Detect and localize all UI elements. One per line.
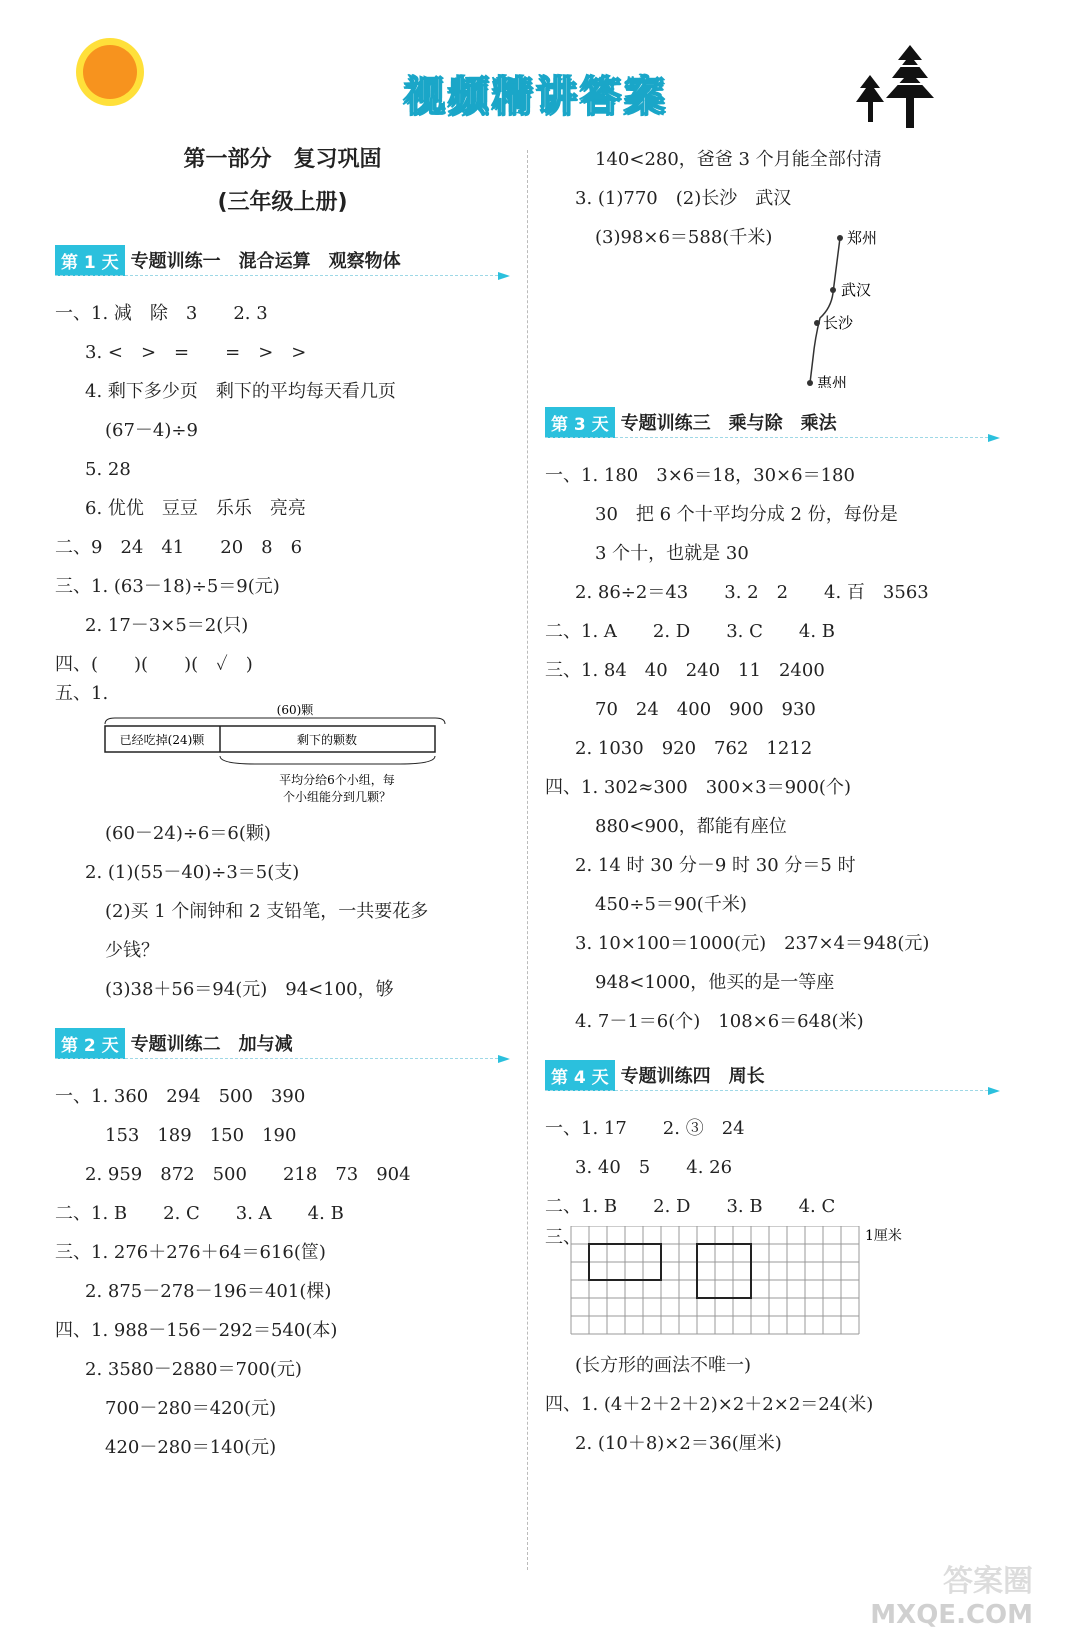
- grid-section-label: 三、: [545, 1227, 581, 1248]
- diagram-total-label: (60)颗: [276, 704, 314, 717]
- answer-line: (3)38＋56＝94(元) 94<100，够: [105, 979, 394, 1000]
- answer-line: (长方形的画法不唯一): [575, 1355, 752, 1376]
- diagram-question-line2: 个小组能分到几颗？: [282, 790, 392, 804]
- answer-line: 一、1. 17 2. ③ 24: [545, 1118, 745, 1139]
- divider-line: [55, 1058, 498, 1059]
- answer-line: 3. 10×100＝1000(元) 237×4＝948(元): [575, 933, 930, 954]
- answer-line: 3. < > = = > >: [85, 342, 307, 363]
- grid-svg: [545, 1226, 1000, 1346]
- banner: [0, 30, 1073, 120]
- answer-line: 140<280，爸爸 3 个月能全部付清: [595, 149, 882, 170]
- answer-line: 一、1. 减 除 3 2. 3: [55, 303, 268, 324]
- grade-title: (三年级上册): [217, 190, 348, 215]
- map-city-zhengzhou: 郑州: [847, 229, 878, 247]
- answer-line: 2. 959 872 500 218 73 904: [85, 1164, 411, 1185]
- diagram-question-line1: 平均分给6个小组，每: [279, 773, 395, 787]
- answer-line: 70 24 400 900 930: [595, 699, 816, 720]
- day3-badge: 第 3 天: [545, 407, 615, 438]
- divider-line: [55, 275, 498, 276]
- line-diagram: [55, 704, 510, 814]
- answer-line: 三、1. 276＋276＋64＝616(筐): [55, 1242, 326, 1263]
- grid-figure: [545, 1226, 1000, 1346]
- answer-line: 少钱？: [105, 940, 159, 961]
- answer-line: 一、1. 360 294 500 390: [55, 1086, 306, 1107]
- answer-line: 五、1.: [55, 683, 109, 704]
- answer-line: 948<1000，他买的是一等座: [595, 972, 835, 993]
- answer-line: 二、1. A 2. D 3. C 4. B: [545, 621, 836, 642]
- left-column: [55, 140, 510, 1467]
- answer-line: 二、1. B 2. C 3. A 4. B: [55, 1203, 344, 1224]
- answer-line: (67－4)÷9: [105, 420, 198, 441]
- day4-header: [545, 1051, 1000, 1099]
- bar-diagram-svg: [55, 704, 510, 814]
- divider-line: [545, 437, 988, 438]
- arrow-icon: [988, 1087, 1000, 1095]
- page-title: 视频精讲答案: [404, 74, 669, 120]
- answer-line: 30 把 6 个十平均分成 2 份，每份是: [595, 504, 898, 525]
- grid-unit-label: 1厘米: [865, 1228, 902, 1244]
- answer-line: 2. 3580－2880＝700(元): [85, 1359, 302, 1380]
- route-map-svg: [545, 218, 1000, 388]
- answer-line: (60－24)÷6＝6(颗): [105, 823, 271, 844]
- answer-line: 2. 17－3×5＝2(只): [85, 615, 249, 636]
- answer-line: 3. (1)770 (2)长沙 武汉: [575, 188, 792, 209]
- answer-line: 一、1. 180 3×6＝18，30×6＝180: [545, 465, 855, 486]
- answer-line: 700－280＝420(元): [105, 1398, 277, 1419]
- diagram-eaten-label: 已经吃掉(24)颗: [119, 733, 205, 747]
- answer-line: 4. 7－1＝6(个) 108×6＝648(米): [575, 1011, 864, 1032]
- day1-badge: 第 1 天: [55, 245, 125, 276]
- part-title: 第一部分 复习巩固: [183, 147, 382, 172]
- day4-badge: 第 4 天: [545, 1060, 615, 1091]
- answer-line: 420－280＝140(元): [105, 1437, 277, 1458]
- answer-line: 四、1. 988－156－292＝540(本): [55, 1320, 338, 1341]
- arrow-icon: [498, 1055, 510, 1063]
- route-map: [545, 218, 1000, 388]
- map-city-wuhan: 武汉: [841, 281, 872, 299]
- answer-line: (2)买 1 个闹钟和 2 支铅笔，一共要花多: [105, 901, 429, 922]
- diagram-remaining-label: 剩下的颗数: [296, 733, 358, 747]
- day1-title: 专题训练一 混合运算 观察物体: [130, 251, 401, 272]
- answer-line: 三、1. 84 40 240 11 2400: [545, 660, 825, 681]
- answer-line: 2. 1030 920 762 1212: [575, 738, 813, 759]
- answer-line: 2. (10＋8)×2＝36(厘米): [575, 1433, 782, 1454]
- day2-badge: 第 2 天: [55, 1028, 125, 1059]
- answer-line: 2. 86÷2＝43 3. 2 2 4. 百 3563: [575, 582, 929, 603]
- watermark: 答案圈: [943, 1564, 1033, 1599]
- answer-line: 二、1. B 2. D 3. B 4. C: [545, 1196, 836, 1217]
- answer-line: 四、( )( )( ✓ ): [55, 654, 253, 675]
- column-divider: [527, 150, 528, 1570]
- divider-line: [545, 1090, 988, 1091]
- answer-line: 2. 875－278－196＝401(棵): [85, 1281, 332, 1302]
- arrow-icon: [498, 272, 510, 280]
- map-city-changsha: 长沙: [823, 314, 854, 332]
- answer-line: 153 189 150 190: [105, 1125, 297, 1146]
- answer-line: 880<900，都能有座位: [595, 816, 787, 837]
- day3-title: 专题训练三 乘与除 乘法: [620, 413, 837, 434]
- day2-header: [55, 1019, 510, 1067]
- day2-title: 专题训练二 加与减: [130, 1034, 293, 1055]
- map-city-huizhou: 惠州: [817, 374, 848, 388]
- watermark-url: MXQE.COM: [870, 1600, 1033, 1630]
- right-column: 140<280，爸爸 3 个月能全部付清 3. (1)770 (2)长沙 武汉 (3)98×6＝588(千米) 郑州 武汉 长沙 惠州 第 3 天 专题训练三 乘与除 乘法 一、1. 180 3×6＝18，30×6＝180 30 把 6 个十平均分成 2 份，每份是 3 个十，也就是 30 2. 86÷2＝43 3. 2 2 4. 百 3563 二、1. A 2. D 3. C 4. B 三、1. 84 40 240 11 2400 70 24 400 900 930 2. 1030 920 762 1212 四、1. 302≈300 300×3＝900(个) 880<900，都能有座位 2. 14 时 30 分－9 时 30 分＝5 时 450÷5＝90(千米) 3. 10×100＝1000(元) 237×4＝948(元) 948<1000，他买的是一等座 4. 7－1＝6(个) 108×6＝648(米) 第 4 天 专题训练四 周长 一、1. 17 2. ③ 24 3. 40 5 4. 26 二、1. B 2. D 3. B 4. C 三、 1厘米 (长方形的画法不唯一) 四、1. (4＋2＋2＋2)×2＋2×2＝24(米) 2. (10＋8)×2＝36(厘米): [545, 140, 1000, 1463]
- day3-header: [545, 398, 1000, 446]
- answer-line: 四、1. 302≈300 300×3＝900(个): [545, 777, 851, 798]
- day4-title: 专题训练四 周长: [620, 1066, 765, 1087]
- answer-line: 四、1. (4＋2＋2＋2)×2＋2×2＝24(米): [545, 1394, 874, 1415]
- answer-line: 2. 14 时 30 分－9 时 30 分＝5 时: [575, 855, 856, 876]
- answer-line: 三、1. (63－18)÷5＝9(元): [55, 576, 280, 597]
- arrow-icon: [988, 434, 1000, 442]
- answer-line: 450÷5＝90(千米): [595, 894, 747, 915]
- answer-line: 二、9 24 41 20 8 6: [55, 537, 303, 558]
- answer-line: 2. (1)(55－40)÷3＝5(支): [85, 862, 300, 883]
- answer-line: 5. 28: [85, 459, 131, 480]
- answer-line: 3 个十，也就是 30: [595, 543, 749, 564]
- answer-line: 4. 剩下多少页 剩下的平均每天看几页: [85, 381, 396, 402]
- day1-header: [55, 236, 510, 284]
- answer-line: 6. 优优 豆豆 乐乐 亮亮: [85, 498, 306, 519]
- answer-line: 3. 40 5 4. 26: [575, 1157, 733, 1178]
